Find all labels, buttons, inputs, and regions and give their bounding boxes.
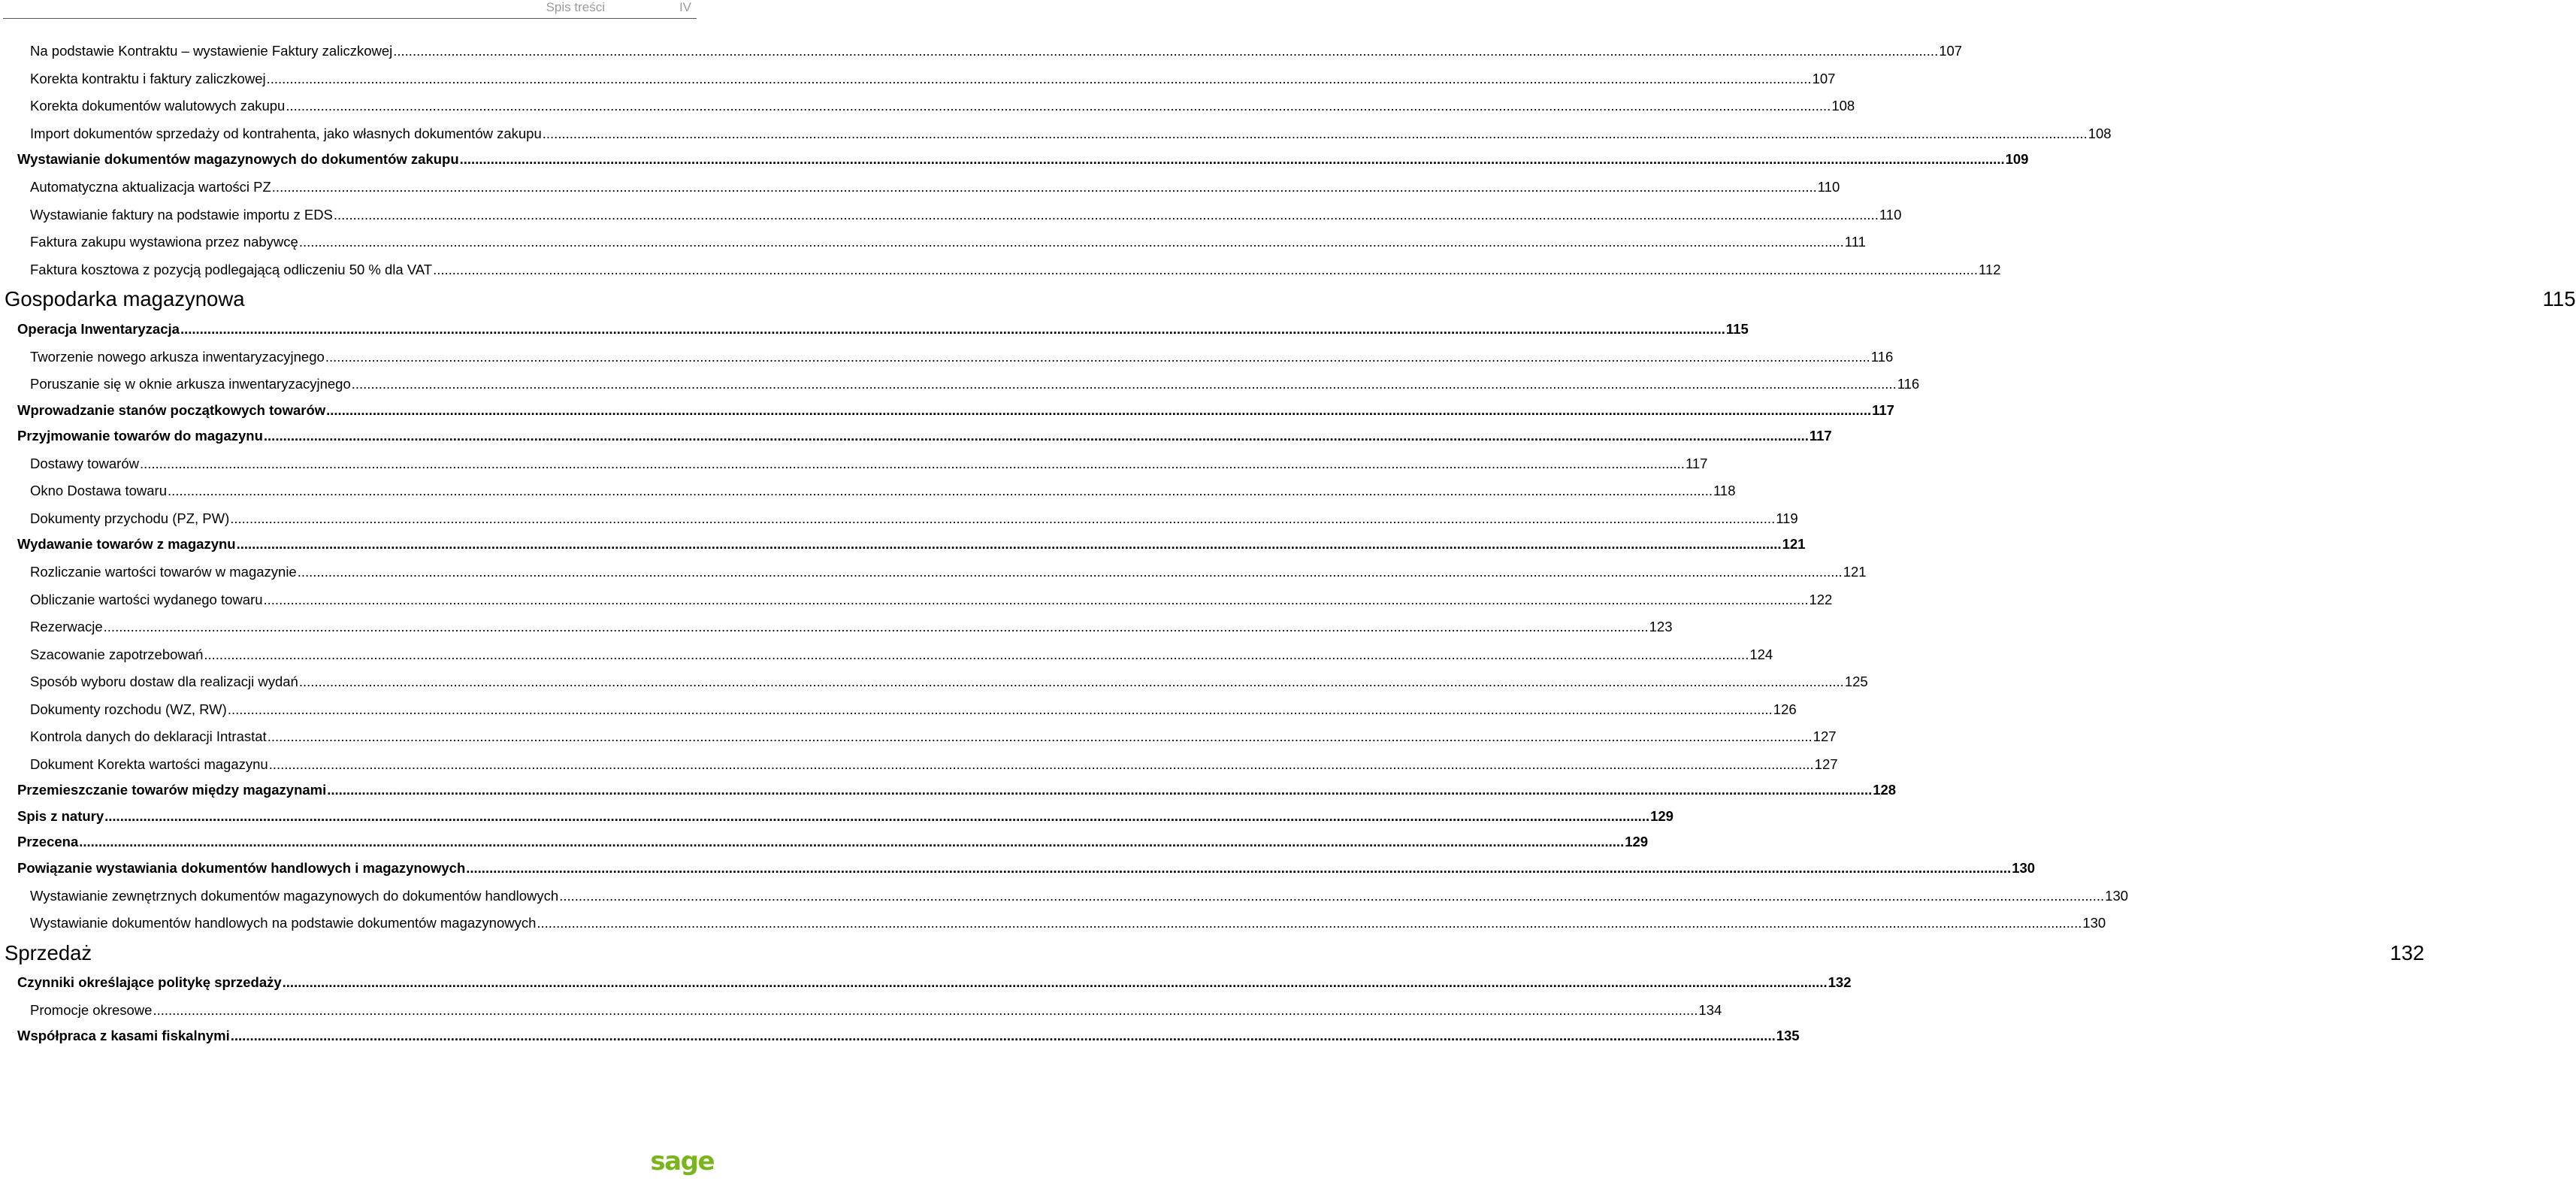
toc-dot-leader: ................................................................................................................................................................................................................................................................................................................................................................................................................	[204, 647, 1749, 662]
toc-entry-page: 112	[1979, 262, 2001, 277]
toc-entry-label: Rozliczanie wartości towarów w magazynie	[30, 564, 297, 580]
toc-entry-label: Promocje okresowe	[30, 1002, 153, 1018]
toc-section[interactable]	[17, 834, 1649, 850]
toc-entry-page: 111	[1844, 234, 1866, 250]
toc-entry-page: 118	[1713, 483, 1736, 498]
toc-entry-label: Wprowadzanie stanów początkowych towarów	[17, 402, 326, 418]
toc-entry-page: 109	[2005, 151, 2029, 167]
toc-entry-page: 121	[1843, 564, 1867, 580]
toc-section[interactable]	[17, 808, 1673, 825]
toc-entry-label: Gospodarka magazynowa	[5, 287, 245, 310]
toc-entry-page: 134	[1698, 1002, 1722, 1018]
toc-subsection[interactable]	[30, 98, 1855, 114]
toc-entry-page: 132	[2390, 941, 2425, 964]
toc-entry-page: 116	[1897, 376, 1920, 392]
toc-subsection[interactable]	[30, 564, 1867, 580]
toc-entry-label: Wystawianie zewnętrznych dokumentów magazynowych do dokumentów handlowych	[30, 888, 559, 904]
toc-entry-page: 107	[1812, 71, 1836, 86]
toc-dot-leader: ................................................................................................................................................................................................................................................................................................................................................................................................................	[351, 376, 1897, 392]
toc-entry-label: Import dokumentów sprzedaży od kontrahenta, jako własnych dokumentów zakupu	[30, 126, 542, 141]
toc-entry-page: 121	[1782, 536, 1806, 552]
toc-entry-page: 123	[1649, 619, 1673, 634]
toc-dot-leader: ................................................................................................................................................................................................................................................................................................................................................................................................................	[537, 915, 2082, 931]
toc-dot-leader: ................................................................................................................................................................................................................................................................................................................................................................................................................	[459, 151, 2005, 167]
toc-subsection[interactable]	[30, 674, 1868, 690]
page-header	[0, 0, 721, 20]
toc-dot-leader: ................................................................................................................................................................................................................................................................................................................................................................................................................	[271, 179, 1817, 195]
toc-entry-page: 126	[1773, 701, 1797, 717]
toc-entry-page: 124	[1749, 647, 1773, 662]
toc-section[interactable]	[17, 860, 2036, 877]
logo-wordmark: sage	[650, 1146, 714, 1176]
toc-dot-leader: ................................................................................................................................................................................................................................................................................................................................................................................................................	[542, 126, 2088, 141]
toc-entry-label: Rezerwacje	[30, 619, 103, 634]
toc-dot-leader: ................................................................................................................................................................................................................................................................................................................................................................................................................	[298, 234, 1844, 250]
toc-section[interactable]	[17, 536, 1806, 553]
toc-entry-label: Współpraca z kasami fiskalnymi	[17, 1028, 230, 1043]
toc-subsection[interactable]	[30, 647, 1773, 663]
toc-subsection[interactable]	[30, 888, 2129, 904]
toc-dot-leader: ................................................................................................................................................................................................................................................................................................................................................................................................................	[139, 456, 1685, 471]
toc-entry-label: Powiązanie wystawiania dokumentów handlowych i magazynowych	[17, 860, 466, 876]
toc-entry-label: Wystawianie faktury na podstawie importu z EDS	[30, 207, 333, 223]
toc-subsection[interactable]	[30, 728, 1837, 745]
toc-section[interactable]	[17, 782, 1897, 798]
toc-dot-leader: ................................................................................................................................................................................................................................................................................................................................................................................................................	[327, 782, 1873, 798]
toc-entry-label: Korekta dokumentów walutowych zakupu	[30, 98, 286, 114]
toc-entry-label: Operacja Inwentaryzacja	[17, 321, 180, 337]
toc-entry-label: Czynniki określające politykę sprzedaży	[17, 974, 282, 990]
toc-entry-page: 108	[1831, 98, 1855, 114]
sage-logo	[650, 1144, 714, 1179]
header-divider	[3, 18, 697, 19]
toc-subsection[interactable]	[30, 619, 1673, 635]
toc-entry-label: Korekta kontraktu i faktury zaliczkowej	[30, 71, 266, 86]
toc-subsection[interactable]	[30, 483, 1736, 499]
toc-subsection[interactable]	[30, 756, 1838, 773]
toc-entry-page: 125	[1844, 674, 1868, 689]
toc-subsection[interactable]	[30, 1002, 1722, 1019]
toc-subsection[interactable]	[30, 915, 2106, 931]
toc-entry-page: 119	[1776, 510, 1798, 526]
toc-entry-page: 117	[1809, 428, 1832, 444]
toc-entry-page: 110	[1879, 207, 1902, 223]
toc-dot-leader: ................................................................................................................................................................................................................................................................................................................................................................................................................	[325, 349, 1870, 365]
toc-entry-page: 115	[1725, 321, 1749, 337]
toc-entry-page: 128	[1873, 782, 1897, 798]
toc-dot-leader: ................................................................................................................................................................................................................................................................................................................................................................................................................	[298, 674, 1844, 689]
toc-dot-leader: ................................................................................................................................................................................................................................................................................................................................................................................................................	[433, 262, 1979, 277]
toc-entry-page: 127	[1813, 728, 1837, 744]
toc-section[interactable]	[17, 151, 2029, 168]
toc-dot-leader: ................................................................................................................................................................................................................................................................................................................................................................................................................	[282, 974, 1828, 990]
toc-entry-label: Przyjmowanie towarów do magazynu	[17, 428, 263, 444]
toc-dot-leader: ................................................................................................................................................................................................................................................................................................................................................................................................................	[326, 402, 1872, 418]
toc-section[interactable]	[17, 402, 1894, 419]
toc-section[interactable]	[17, 428, 1832, 444]
toc-chapter[interactable]	[5, 287, 2576, 311]
toc-entry-page: 115	[2542, 287, 2576, 310]
toc-dot-leader: ................................................................................................................................................................................................................................................................................................................................................................................................................	[393, 43, 1939, 59]
toc-subsection[interactable]	[30, 592, 1833, 608]
toc-dot-leader: ................................................................................................................................................................................................................................................................................................................................................................................................................	[263, 592, 1809, 607]
toc-section[interactable]	[17, 1028, 1800, 1044]
toc-subsection[interactable]	[30, 71, 1836, 87]
toc-entry-page: 129	[1625, 834, 1649, 849]
toc-entry-label: Kontrola danych do deklaracji Intrastat	[30, 728, 267, 744]
toc-dot-leader: ................................................................................................................................................................................................................................................................................................................................................................................................................	[266, 71, 1812, 86]
toc-dot-leader: ................................................................................................................................................................................................................................................................................................................................................................................................................	[79, 834, 1625, 849]
toc-entry-label: Dokumenty przychodu (PZ, PW)	[30, 510, 230, 526]
toc-dot-leader: ................................................................................................................................................................................................................................................................................................................................................................................................................	[466, 860, 2012, 876]
toc-entry-label: Poruszanie się w oknie arkusza inwentaryzacyjnego	[30, 376, 351, 392]
toc-dot-leader: ................................................................................................................................................................................................................................................................................................................................................................................................................	[268, 756, 1814, 772]
toc-dot-leader: ................................................................................................................................................................................................................................................................................................................................................................................................................	[286, 98, 1831, 114]
toc-dot-leader: ................................................................................................................................................................................................................................................................................................................................................................................................................	[153, 1002, 1698, 1018]
toc-entry-page: 110	[1817, 179, 1840, 195]
toc-entry-label: Dokumenty rozchodu (WZ, RW)	[30, 701, 227, 717]
toc-entry-label: Wystawianie dokumentów magazynowych do dokumentów zakupu	[17, 151, 459, 167]
toc-entry-label: Wydawanie towarów z magazynu	[17, 536, 236, 552]
toc-entry-page: 117	[1872, 402, 1894, 418]
toc-entry-label: Szacowanie zapotrzebowań	[30, 647, 204, 662]
toc-dot-leader: ................................................................................................................................................................................................................................................................................................................................................................................................................	[297, 564, 1843, 580]
toc-entry-label: Przemieszczanie towarów między magazynami	[17, 782, 327, 798]
toc-entry-label: Tworzenie nowego arkusza inwentaryzacyjnego	[30, 349, 325, 365]
toc-entry-label: Wystawianie dokumentów handlowych na podstawie dokumentów magazynowych	[30, 915, 537, 931]
toc-entry-label: Faktura zakupu wystawiona przez nabywcę	[30, 234, 298, 250]
toc-entry-page: 108	[2088, 126, 2112, 141]
toc-dot-leader: ................................................................................................................................................................................................................................................................................................................................................................................................................	[236, 536, 1782, 552]
toc-entry-page: 135	[1776, 1028, 1800, 1043]
toc-entry-page: 130	[2105, 888, 2129, 904]
toc-entry-label: Spis z natury	[17, 808, 104, 824]
toc-dot-leader: ................................................................................................................................................................................................................................................................................................................................................................................................................	[168, 483, 1713, 498]
toc-entry-label: Przecena	[17, 834, 79, 849]
toc-entry-label: Dokument Korekta wartości magazynu	[30, 756, 268, 772]
header-page-number: IV	[679, 0, 691, 14]
toc-entry-page: 132	[1828, 974, 1852, 990]
toc-subsection[interactable]	[30, 456, 1708, 472]
toc-subsection[interactable]	[30, 701, 1797, 718]
toc-entry-label: Automatyczna aktualizacja wartości PZ	[30, 179, 271, 195]
toc-subsection[interactable]	[30, 179, 1840, 195]
toc-entry-label: Dostawy towarów	[30, 456, 139, 471]
toc-entry-label: Sposób wyboru dostaw dla realizacji wydań	[30, 674, 298, 689]
toc-entry-page: 107	[1939, 43, 1963, 59]
toc-dot-leader: ................................................................................................................................................................................................................................................................................................................................................................................................................	[230, 510, 1776, 526]
toc-entry-page: 117	[1685, 456, 1708, 471]
toc-entry-page: 129	[1650, 808, 1673, 824]
toc-entry-label: Okno Dostawa towaru	[30, 483, 168, 498]
header-title: Spis treści	[546, 0, 605, 14]
toc-subsection[interactable]	[30, 234, 1866, 250]
toc-entry-label: Obliczanie wartości wydanego towaru	[30, 592, 263, 607]
toc-entry-page: 127	[1814, 756, 1838, 772]
toc-subsection[interactable]	[30, 207, 1902, 223]
toc-subsection[interactable]	[30, 126, 2112, 142]
toc-subsection[interactable]	[30, 349, 1894, 365]
toc-chapter[interactable]	[5, 941, 2425, 965]
toc-subsection[interactable]	[30, 43, 1963, 59]
toc-entry-page: 116	[1870, 349, 1894, 365]
toc-subsection[interactable]	[30, 376, 1920, 392]
toc-dot-leader: ................................................................................................................................................................................................................................................................................................................................................................................................................	[180, 321, 1725, 337]
toc-dot-leader: ................................................................................................................................................................................................................................................................................................................................................................................................................	[103, 619, 1649, 634]
toc-entry-page: 122	[1809, 592, 1833, 607]
toc-dot-leader: ................................................................................................................................................................................................................................................................................................................................................................................................................	[227, 701, 1773, 717]
toc-subsection[interactable]	[30, 510, 1798, 527]
toc-subsection[interactable]	[30, 262, 2001, 278]
toc-dot-leader: ................................................................................................................................................................................................................................................................................................................................................................................................................	[267, 728, 1813, 744]
toc-entry-label: Faktura kosztowa z pozycją podlegającą odliczeniu 50 % dla VAT	[30, 262, 433, 277]
toc-section[interactable]	[17, 974, 1852, 991]
toc-entry-page: 130	[2082, 915, 2106, 931]
toc-entry-label: Na podstawie Kontraktu – wystawienie Faktury zaliczkowej	[30, 43, 393, 59]
toc-dot-leader: ................................................................................................................................................................................................................................................................................................................................................................................................................	[559, 888, 2105, 904]
toc-dot-leader: ................................................................................................................................................................................................................................................................................................................................................................................................................	[333, 207, 1879, 223]
toc-entry-page: 130	[2012, 860, 2036, 876]
toc-entry-label: Sprzedaż	[5, 941, 92, 964]
toc-section[interactable]	[17, 321, 1749, 338]
toc-dot-leader: ................................................................................................................................................................................................................................................................................................................................................................................................................	[263, 428, 1809, 444]
toc-dot-leader: ................................................................................................................................................................................................................................................................................................................................................................................................................	[104, 808, 1650, 824]
toc-dot-leader: ................................................................................................................................................................................................................................................................................................................................................................................................................	[230, 1028, 1776, 1043]
